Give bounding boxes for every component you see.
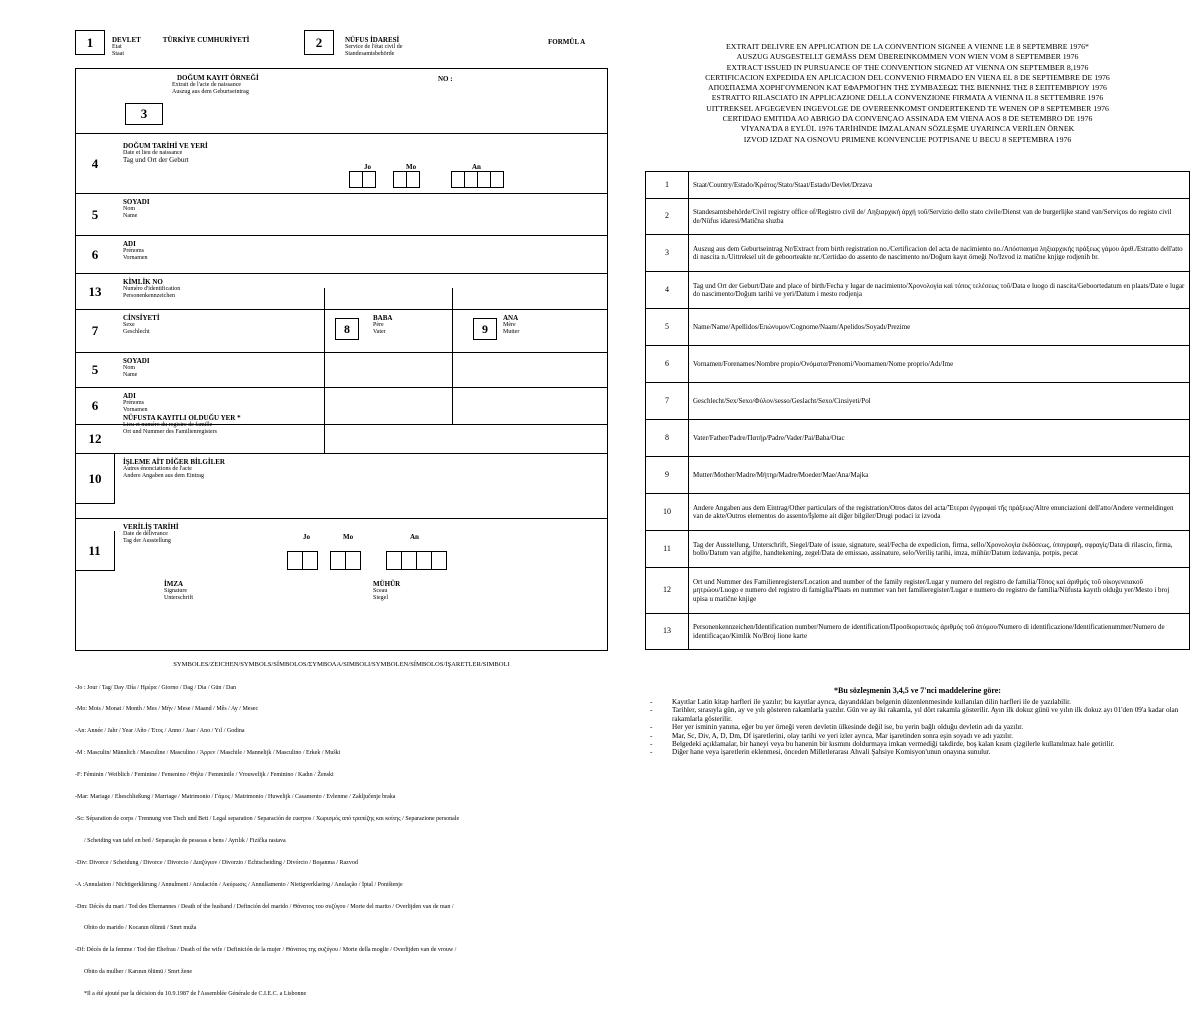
field-number-3: 3 [125,103,163,125]
legend-number: 2 [646,199,689,235]
table-row [646,172,1190,199]
issue-year-label: An [410,533,419,541]
legend-number: 10 [646,494,689,531]
registry-sub-fr: Service de l'état civil de [345,44,403,50]
legend-text: Vater/Father/Padre/Πατήρ/Padre/Vader/Pai/Baba/Otac [689,420,1190,457]
row-number: 10 [88,471,102,486]
signature-title: İMZA [164,580,184,588]
convention-line: ESTRATTO RILASCIATO IN APPLICAZIONE DELLA CONVENZIONE FIRMATA A VIENNA IL 8 SETTEMBRE 1976 [711,93,1104,103]
legend-text: Ort und Nummer des Familienregisters/Location and number of the family register/Lugar y numero del registro de familia/Τόπος καὶ ἀριθμός τοῦ οἰκογενειακοῦ μητρώου/Luogo e numero del registro di famiglia/Plaats en nummer van het familieregister/Lugar e numero do registro de família/Nüfusta kayıtlı olduğu yer/Mesto i broj upisa u matične knjige [689,568,1190,614]
row-title: SOYADI [123,357,150,365]
table-row [646,568,1190,614]
convention-line: IZVOD IZDAT NA OSNOVU PRIMENE KONVENCIJE POTPISANE U BECU 8 SEPTEMBRA 1976 [743,134,1072,144]
list-item: - Mar, Sc, Div, A, D, Dm, Df işaretlerini, olay tarihi ve yeri izler ayrıca, Mar işaretinden sonra eşin soyadı ve adı yazılır. [650,732,1190,740]
row-parents-surname [75,353,607,388]
seal-sub-fr: Sceau [373,588,388,594]
legend-text: Auszug aus dem Geburtseintrag Nr/Extract from birth registration no./Certificacion del acta de nacimiento no./Απόσπασμα ληξιαρχικής πράξεως γάμου άριθ./Estratto dell'atto di nascita n./Uittreksel uit de geboorteakte nr./Certidao do assento de nascimento no/Doğum kayıt örneği No/Izvod iz matične knjige rodjenih br. [689,235,1190,272]
list-item: - Diğer hane veya işaretlerin eklenmesi, önceden Milletlerarası Ahvali Şahsiye Komisyon'unun onayına sunulur. [650,748,1190,756]
legend-table [645,171,1190,650]
birth-month-cells[interactable] [394,171,420,188]
row-sub-fr: Nom [123,206,135,212]
issue-year-cells[interactable] [387,551,447,570]
father-sub-fr: Père [373,322,384,328]
mother-sub-fr: Mère [503,322,516,328]
legend-text: Mutter/Mother/Madre/Μήτηρ/Madre/Moeder/Mae/Ana/Majka [689,457,1190,494]
field-number-1: 1 [75,30,105,55]
table-row [646,420,1190,457]
symbol-line: -Mo: Mois / Monat / Month / Mes / Μήν / Mese / Maand / Mês / Ay / Mesec [75,706,259,713]
symbol-line: -Mar: Mariage / Eheschließung / Marriage / Matrimonio / Γάμος / Matrimonio / Huwelijk / Casamento / Evlenme / Zaključenje braka [75,794,396,801]
row-sub-de: Vornamen [123,407,148,413]
legend-number: 11 [646,531,689,568]
row-number: 6 [91,246,99,262]
field-number-2: 2 [304,30,334,55]
number-label: NO : [438,75,453,83]
notes-title: *Bu sözleşmenin 3,4,5 ve 7'nci maddelerine göre: [834,686,1001,695]
row-title: DOĞUM TARİHİ VE YERİ [123,142,208,150]
field-number-9: 9 [473,318,497,340]
row-number: 11 [75,531,115,571]
row-forenames [75,236,607,274]
legend-number: 12 [646,568,689,614]
table-row [646,494,1190,531]
row-sub-de: Vornamen [123,255,148,261]
row-sub-fr: Sexe [123,322,135,328]
list-item: - Belgedeki açıklamalar, bir haneyi veya bu hanenin bir kısmını doldurmaya imkan vermediği takdirde, boş kalan kısım çizgilerle kullanılmaz hale getirilir. [650,740,1190,748]
convention-line: EXTRAIT DELIVRE EN APPLICATION DE LA CONVENTION SIGNEE A VIENNE LE 8 SEPTEMBRE 1976* [726,42,1089,51]
row-sub-fr: Prénoms [123,248,144,254]
state-sub-de: Staat [112,51,124,57]
symbols-list [75,670,615,1013]
mother-sub-de: Mutter [503,329,520,335]
state-title: DEVLET [112,36,141,44]
form-code: FORMÜL A [548,38,586,46]
table-row [646,309,1190,346]
row-title: ADI [123,392,136,400]
field-number-8: 8 [335,318,359,340]
symbol-line: -Div: Divorce / Scheidung / Divorce / Divorcio / Διαζύγιον / Divorzio / Echtscheiding / Divórcio / Boşanma / Razvod [75,859,358,866]
row-sub-fr: Date de délivrance [123,531,168,537]
row-sub-de: Geschlecht [123,329,150,335]
legend-number: 5 [646,309,689,346]
legend-number: 6 [646,346,689,383]
row-title: VERİLİŞ TARİHİ [123,523,179,531]
legend-number: 7 [646,383,689,420]
row-issue-date [75,519,607,651]
document-title-fr: Extrait de l'acte de naissance [172,82,242,88]
symbol-line: *Il a été ajouté par la décision du 10.9.1987 de l'Assemblée Générale de C.I.E.C. a Lisbonne [75,991,307,998]
table-row [646,614,1190,650]
row-identification-number [75,274,607,310]
table-row [646,346,1190,383]
convention-line: VİYANA'DA 8 EYLÜL 1976 TARİHİNDE İMZALANAN SÖZLEŞME UYARINCA VERİLEN ÖRNEK [740,124,1075,134]
row-sub-de: Personenkennzeichen [123,293,175,299]
row-number: 12 [88,431,102,446]
row-title: ADI [123,240,136,248]
symbol-line: -A :Annulation / Nichtigerklärung / Annulment / Anulación / Ακύρωσις / Annullamento / Nietigverklaring / Anulação / İptal / Poništenje [75,881,403,888]
issue-month-cells[interactable] [331,551,361,570]
list-item: - Her yer isminin yanına, eğer bu yer örneği veren devletin ülkesinde değil ise, bu yerin bağlı olduğu devletin adı da yazılır. [650,723,1190,731]
row-sub-de: Tag und Ort der Geburt [123,156,189,164]
row-sub-fr: Date et lieu de naissance [123,150,183,156]
legend-text: Andere Angaben aus dem Eintrag/Other particulars of the registration/Otros datos del acta/'Έτεραι έγγραφαί τῆς πράξεως/Altre enunciazioni dell'atto/Andere vermeldingen van de akte/Outros elementos do assento/İşleme ait diğer bilgiler/Drugi podaci iz izvoda [689,494,1190,531]
month-label: Mo [406,163,417,171]
list-item: - Tarihler, sırasıyla gün, ay ve yılı gösteren rakamlarla yazılır. Gün ve ay iki rakamla, yıl dört rakamla gösterilir. Ayın ilk dokuz günü ve yılın ilk dokuz ayı 01'den 09'a kadar olan rakamlarla gösterilir. [650,706,1190,723]
birth-year-cells[interactable] [452,171,504,188]
row-title: NÜFUSTA KAYITLI OLDUĞU YER * [123,414,241,422]
legend-text: Geschlecht/Sex/Sexo/Φύλον/sesso/Geslacht/Sexo/Cinsiyeti/Pol [689,383,1190,420]
table-row [646,272,1190,309]
seal-sub-de: Siegel [373,595,388,601]
issue-day-cells[interactable] [288,551,318,570]
state-sub-fr: Etat [112,44,122,50]
row-sub-fr: Prénoms [123,400,144,406]
symbol-line: -F: Féminin / Weiblich / Feminine / Femenino / Θήλυ / Femminile / Vrouwelijk / Feminino / Kadın / Ženski [75,772,334,779]
row-sex-father-mother [75,310,607,353]
issue-month-label: Mo [343,533,354,541]
row-sub-de: Ort und Nummer des Familienregisters [123,429,217,435]
table-row [646,383,1190,420]
document-title [172,74,259,96]
father-title: BABA [373,314,393,322]
row-sub-fr: Nom [123,365,135,371]
document-title-text: DOĞUM KAYIT ÖRNEĞİ [177,74,259,82]
table-row [646,531,1190,568]
row-sub-de: Andere Angaben aus dem Eintrag [123,473,204,479]
convention-line: EXTRACT ISSUED IN PURSUANCE OF THE CONVENTION SIGNED AT VIENNA ON SEPTEMBER 8,1976 [726,62,1089,72]
state-label [112,36,249,58]
row-other-particulars [75,454,607,519]
signature-sub-de: Unterschrift [164,595,193,601]
symbol-line: / Scheiding van tafel en bed / Separação de pessoas e bens / Ayrılık / Fizička rastava [75,837,286,844]
convention-line: UITTREKSEL AFGEGEVEN INGEVOLGE DE OVEREENKOMST ONDERTEKEND TE WENEN OP 8 SEPTEMBER 1976 [706,103,1109,113]
row-sub-fr: Lieu et numéro du registre de famille [123,422,213,428]
row-number: 7 [91,323,99,338]
legend-text: Tag der Ausstellung, Unterschrift, Siegel/Date of issue, signature, seal/Fecha de expedicion, firma, sello/Χρονολογία ἐκδόσεως, ὑπογραφή, σφραγίς/Data di rilascio, firma, bollo/Datum van afgifte, handtekening, zegel/Data de emissao, assinature, selo/Veriliş tarihi, imza, mühür/Datum izdavanja, potpis, pecat [689,531,1190,568]
row-family-register [75,414,607,454]
row-surname [75,194,607,236]
row-sub-de: Tag der Ausstellung [123,538,171,544]
row-birth-date-place [75,134,607,194]
convention-line: CERTIFICACION EXPEDIDA EN APLICACION DEL CONVENIO FIRMADO EN VIENA EL 8 DE SEPTIEMBRE DE 1976 [705,72,1110,82]
symbol-line: -M : Masculin/ Männlich / Masculine / Masculino / Άρρεν / Maschile / Mannelijk / Masculino / Erkek / Muški [75,750,341,757]
state-country: TÜRKİYE CUMHURİYETİ [162,36,250,44]
row-number: 4 [91,155,99,171]
symbol-line: -Jo : Jour / Tag/ Day /Día / Ημέρα / Giorno / Dag / Dia / Gün / Dan [75,684,236,691]
row-title: İŞLEME AİT DİĞER BİLGİLER [123,458,225,466]
row-sub-de: Name [123,372,138,378]
row-sub-de: Name [123,213,138,219]
year-label: An [472,163,481,171]
legend-number: 4 [646,272,689,309]
legend-text: Tag und Ort der Geburt/Date and place of birth/Fecha y lugar de nacimiento/Χρονολογία καὶ τόπος τελέσεως τοῦ/Data e luogo di nascita/Geboortedatum en plaats/Date e lugar do nascimento/Doğum tarihi ve yeri/Datum i mesto rodjenja [689,272,1190,309]
mother-title: ANA [503,314,519,322]
symbol-line: -Df: Décès de la femme / Tod der Ehefrau / Death of the wife / Definición de la mujer / Θάνατος της συζύγου / Morte della moglie / Overlijden van de vrouw / [75,947,457,954]
convention-header [620,42,1195,145]
row-number: 13 [88,283,102,299]
signature-sub-fr: Signature [164,588,187,594]
registry-sub-de: Standesamtsbehörde [345,51,395,57]
birth-day-cells[interactable] [350,171,376,188]
registry-label [345,36,402,58]
legend-number: 13 [646,614,689,650]
legend-number: 1 [646,172,689,199]
legend-number: 3 [646,235,689,272]
convention-line: CERTIDAO EMITIDA AO ABRIGO DA CONVENÇAO ASSINADA EM VIENA AOS 8 DE SETEMBRO DE 1976 [722,114,1093,124]
notes-list [650,698,1190,757]
legend-text: Standesamtsbehörde/Civil registry office of/Registro civil de/ Ληξιαρχική άρχή τοῦ/Servizio dello stato civile/Dienst van de burgerlijke stand van/Serviços do registo civil de/Nüfus idaresi/Matična sluzba [689,199,1190,235]
row-title: SOYADI [123,198,150,206]
row-sub-fr: Numéro d'identification [123,286,181,292]
legend-text: Vornamen/Forenames/Nombre propio/Ονόματα/Prenomi/Voornamen/Nome proprio/Adı/Ime [689,346,1190,383]
row-number: 5 [91,362,99,377]
symbol-line: Obito do marido / Kocanın ölümü / Smrt muža [75,925,197,932]
list-item: - Kayıtlar Latin kitap harfleri ile yazılır; bu kayıtlar ayrıca, dayandıkları belgenin düzenlenmesinde kullanılan dilin harfleri ile de yazılabilir. [650,698,1190,706]
symbol-line: -An: Année / Jahr / Year /Año / Έτος / Anno / Jaar / Ano / Yıl / Godina [75,728,245,735]
table-row [646,199,1190,235]
symbol-line: -Sc: Séparation de corps / Trennung von Tisch und Bett / Legal separation / Separación de cuerpos / Χωρισμός από τραπέζης και κοίτης / Separazione personale [75,815,460,822]
convention-line: ΑΠΟΣΠΑΣΜΑ ΧΟΡΗΓΟΥΜΕΝΟΝ ΚΑΤ ΕΦΑΡΜΟΓΗΝ ΤΗΣ ΣΥΜΒΑΣΕΩΣ ΤΗΣ ΒΙΕΝΝΗΣ ΤΗΣ 8 ΣΕΠΤΕΜΒΡΙΟΥ 1976 [708,83,1107,93]
row-number: 5 [91,206,99,222]
symbol-line: Obito da mulher / Karının ölümü / Smrt žene [75,969,192,976]
row-title: CİNSİYETİ [123,314,160,322]
legend-text: Staat/Country/Estado/Κράτος/Stato/Staat/Estado/Devlet/Drzava [689,172,1190,199]
registry-title: NÜFUS İDARESİ [345,36,400,44]
convention-line: AUSZUG AUSGESTELLT GEMÄSS DEM ÜBEREINKOMMEN VON WIEN VOM 8 SEPTEMBER 1976 [736,52,1079,62]
table-row [646,457,1190,494]
issue-day-label: Jo [303,533,310,541]
document-title-de: Auszug aus dem Geburtseintrag [172,89,249,95]
legend-number: 9 [646,457,689,494]
legend-text: Personenkennzeichen/Identification number/Numero de identification/Προσδιοριστικός ἀριθμός τοῦ ἀτόμου/Numero di identificazione/Identificatienummer/Numero de identificaçao/Kimlik No/Broj lione karte [689,614,1190,650]
day-label: Jo [364,163,371,171]
row-title: KİMLİK NO [123,278,163,286]
row-number: 6 [91,398,99,413]
row-sub-fr: Autres énonciations de l'acte [123,466,192,472]
father-sub-de: Vater [373,329,386,335]
symbol-line: -Dm: Décès du mari / Tod des Ehemannes / Death of the husband / Definción del marido / Θάνατος του συζύγου / Morte del marito / Overlijden van de man / [75,903,454,910]
symbols-title: SYMBOLES/ZEICHEN/SYMBOLS/SÍMBOLOS/ΣΥΜΒΟΛΑ/SIMBOLI/SYMBOLEN/SÍMBOLOS/İŞARETLER/SIMBOLI [173,661,510,668]
legend-text: Name/Name/Apellidos/Επώνυμον/Cognome/Naam/Apelidos/Soyadı/Prezime [689,309,1190,346]
seal-title: MÜHÜR [373,580,401,588]
legend-number: 8 [646,420,689,457]
table-row [646,235,1190,272]
